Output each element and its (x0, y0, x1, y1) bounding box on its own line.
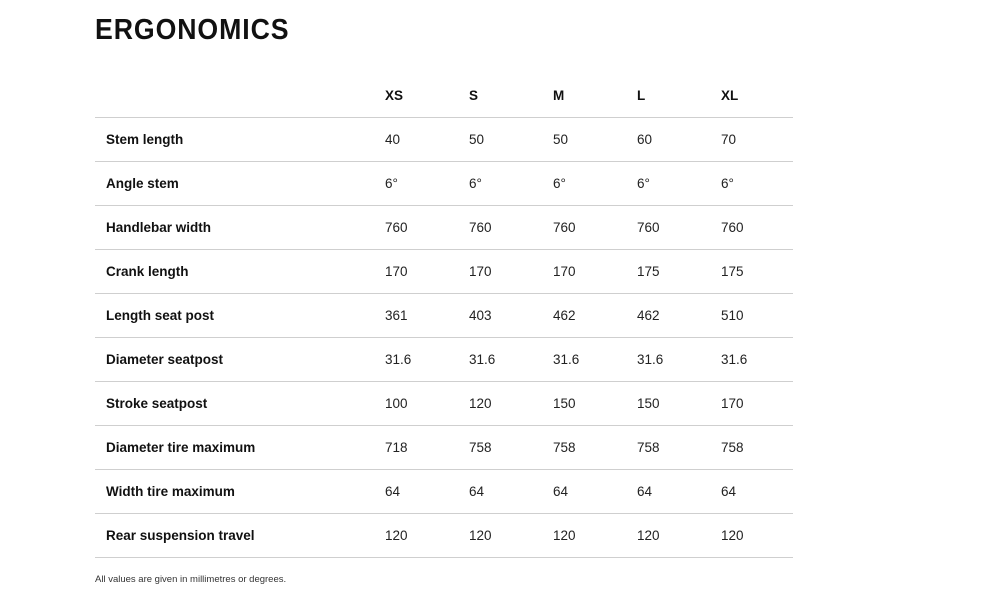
size-header-xs: XS (374, 74, 458, 118)
value-cell: 175 (710, 250, 793, 294)
value-cell: 6° (710, 162, 793, 206)
value-cell: 64 (458, 470, 542, 514)
value-cell: 175 (626, 250, 710, 294)
units-footnote: All values are given in millimetres or degrees. (95, 574, 287, 585)
value-cell: 64 (374, 470, 458, 514)
header-row (95, 74, 793, 118)
value-cell: 150 (626, 382, 710, 426)
value-cell: 120 (458, 514, 542, 558)
value-cell: 760 (710, 206, 793, 250)
table-row (95, 470, 793, 514)
size-header-m: M (542, 74, 626, 118)
value-cell: 120 (626, 514, 710, 558)
row-label: Diameter tire maximum (95, 426, 374, 470)
value-cell: 462 (626, 294, 710, 338)
value-cell: 403 (458, 294, 542, 338)
size-header-s: S (458, 74, 542, 118)
row-label: Rear suspension travel (95, 514, 374, 558)
row-label: Crank length (95, 250, 374, 294)
value-cell: 64 (710, 470, 793, 514)
value-cell: 760 (542, 206, 626, 250)
value-cell: 120 (710, 514, 793, 558)
value-cell: 6° (374, 162, 458, 206)
value-cell: 170 (710, 382, 793, 426)
value-cell: 170 (542, 250, 626, 294)
value-cell: 6° (458, 162, 542, 206)
size-header-xl: XL (710, 74, 793, 118)
value-cell: 760 (626, 206, 710, 250)
row-label: Handlebar width (95, 206, 374, 250)
value-cell: 50 (458, 118, 542, 162)
row-label: Width tire maximum (95, 470, 374, 514)
table-row (95, 426, 793, 470)
value-cell: 100 (374, 382, 458, 426)
value-cell: 120 (458, 382, 542, 426)
value-cell: 120 (542, 514, 626, 558)
value-cell: 170 (458, 250, 542, 294)
value-cell: 760 (374, 206, 458, 250)
value-cell: 120 (374, 514, 458, 558)
value-cell: 170 (374, 250, 458, 294)
table-row (95, 382, 793, 426)
value-cell: 31.6 (374, 338, 458, 382)
header-label-cell (95, 74, 374, 118)
table-row (95, 206, 793, 250)
size-header-l: L (626, 74, 710, 118)
table-header (95, 74, 793, 118)
row-label: Stroke seatpost (95, 382, 374, 426)
value-cell: 462 (542, 294, 626, 338)
table-row (95, 294, 793, 338)
value-cell: 758 (458, 426, 542, 470)
value-cell: 758 (542, 426, 626, 470)
value-cell: 510 (710, 294, 793, 338)
value-cell: 760 (458, 206, 542, 250)
row-label: Length seat post (95, 294, 374, 338)
row-label: Stem length (95, 118, 374, 162)
row-label: Diameter seatpost (95, 338, 374, 382)
table-row (95, 338, 793, 382)
value-cell: 31.6 (626, 338, 710, 382)
table-body (95, 118, 793, 558)
value-cell: 150 (542, 382, 626, 426)
value-cell: 31.6 (710, 338, 793, 382)
value-cell: 758 (710, 426, 793, 470)
table-row (95, 514, 793, 558)
value-cell: 60 (626, 118, 710, 162)
table-row (95, 118, 793, 162)
value-cell: 40 (374, 118, 458, 162)
table-row (95, 162, 793, 206)
value-cell: 64 (626, 470, 710, 514)
page-title: ERGONOMICS (95, 14, 290, 46)
value-cell: 31.6 (542, 338, 626, 382)
value-cell: 31.6 (458, 338, 542, 382)
value-cell: 70 (710, 118, 793, 162)
value-cell: 718 (374, 426, 458, 470)
value-cell: 64 (542, 470, 626, 514)
value-cell: 50 (542, 118, 626, 162)
value-cell: 758 (626, 426, 710, 470)
value-cell: 361 (374, 294, 458, 338)
value-cell: 6° (626, 162, 710, 206)
row-label: Angle stem (95, 162, 374, 206)
value-cell: 6° (542, 162, 626, 206)
table-row (95, 250, 793, 294)
ergonomics-table (95, 74, 793, 558)
